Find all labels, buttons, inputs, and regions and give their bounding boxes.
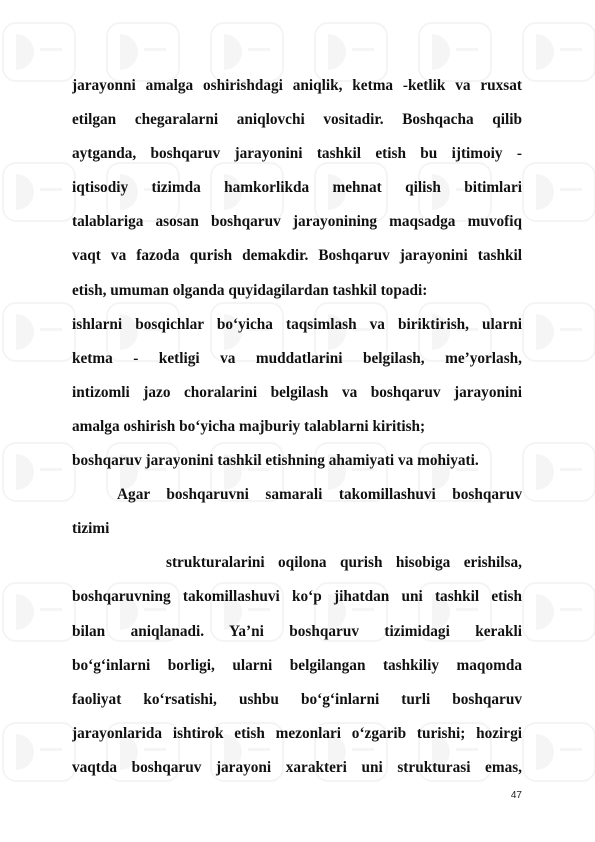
text-line: etilgan chegaralarni aniqlovchi vositadir. Boshqacha qilib [72, 111, 522, 129]
text-line: vaqt va fazoda qurish demakdir. Boshqaruv jarayonini tashkil [72, 247, 522, 265]
text-line: vaqtda boshqaruv jarayoni xarakteri uni strukturasi emas, [72, 758, 522, 776]
text-line: ketma - ketligi va muddatlarini belgilash, me’yorlash, [72, 349, 522, 367]
text-line: tizimi [72, 520, 110, 538]
text-line: jarayonni amalga oshirishdagi aniqlik, ketma -ketlik va ruxsat [72, 77, 522, 94]
text-line: strukturalarini oqilona qurish hisobiga erishilsa, [166, 554, 522, 572]
body-text [72, 69, 522, 785]
text-line: jarayonlarida ishtirok etish mezonlari o‘zgarib turishi; hozirgi [72, 724, 522, 742]
text-line: amalga oshirish bo‘yicha majburiy talablarni kiritish; [72, 417, 426, 435]
text-line: Agar boshqaruvni samarali takomillashuvi boshqaruv [117, 486, 522, 504]
text-line: ishlarni bosqichlar bo‘yicha taqsimlash va biriktirish, ularni [72, 315, 522, 333]
text-line: iqtisodiy tizimda hamkorlikda mehnat qilish bitimlari [72, 179, 522, 197]
text-line: etish, umuman olganda quyidagilardan tashkil topadi: [72, 281, 428, 299]
text-line: aytganda, boshqaruv jarayonini tashkil etish bu ijtimoiy - [72, 145, 522, 163]
text-line: boshqaruv jarayonini tashkil etishning ahamiyati va mohiyati. [72, 452, 479, 470]
text-line: faoliyat ko‘rsatishi, ushbu bo‘g‘inlarni turli boshqaruv [72, 690, 522, 708]
text-line: bo‘g‘inlarni borligi, ularni belgilangan tashkiliy maqomda [72, 656, 522, 674]
text-line: boshqaruvning takomillashuvi ko‘p jihatdan uni tashkil etish [72, 588, 522, 606]
text-line: talablariga asosan boshqaruv jarayonining maqsadga muvofiq [72, 213, 522, 231]
page-number: 47 [510, 790, 522, 801]
text-line: intizomli jazo choralarini belgilash va boshqaruv jarayonini [72, 383, 522, 401]
text-line: bilan aniqlanadi. Ya’ni boshqaruv tizimidagi kerakli [72, 622, 522, 640]
